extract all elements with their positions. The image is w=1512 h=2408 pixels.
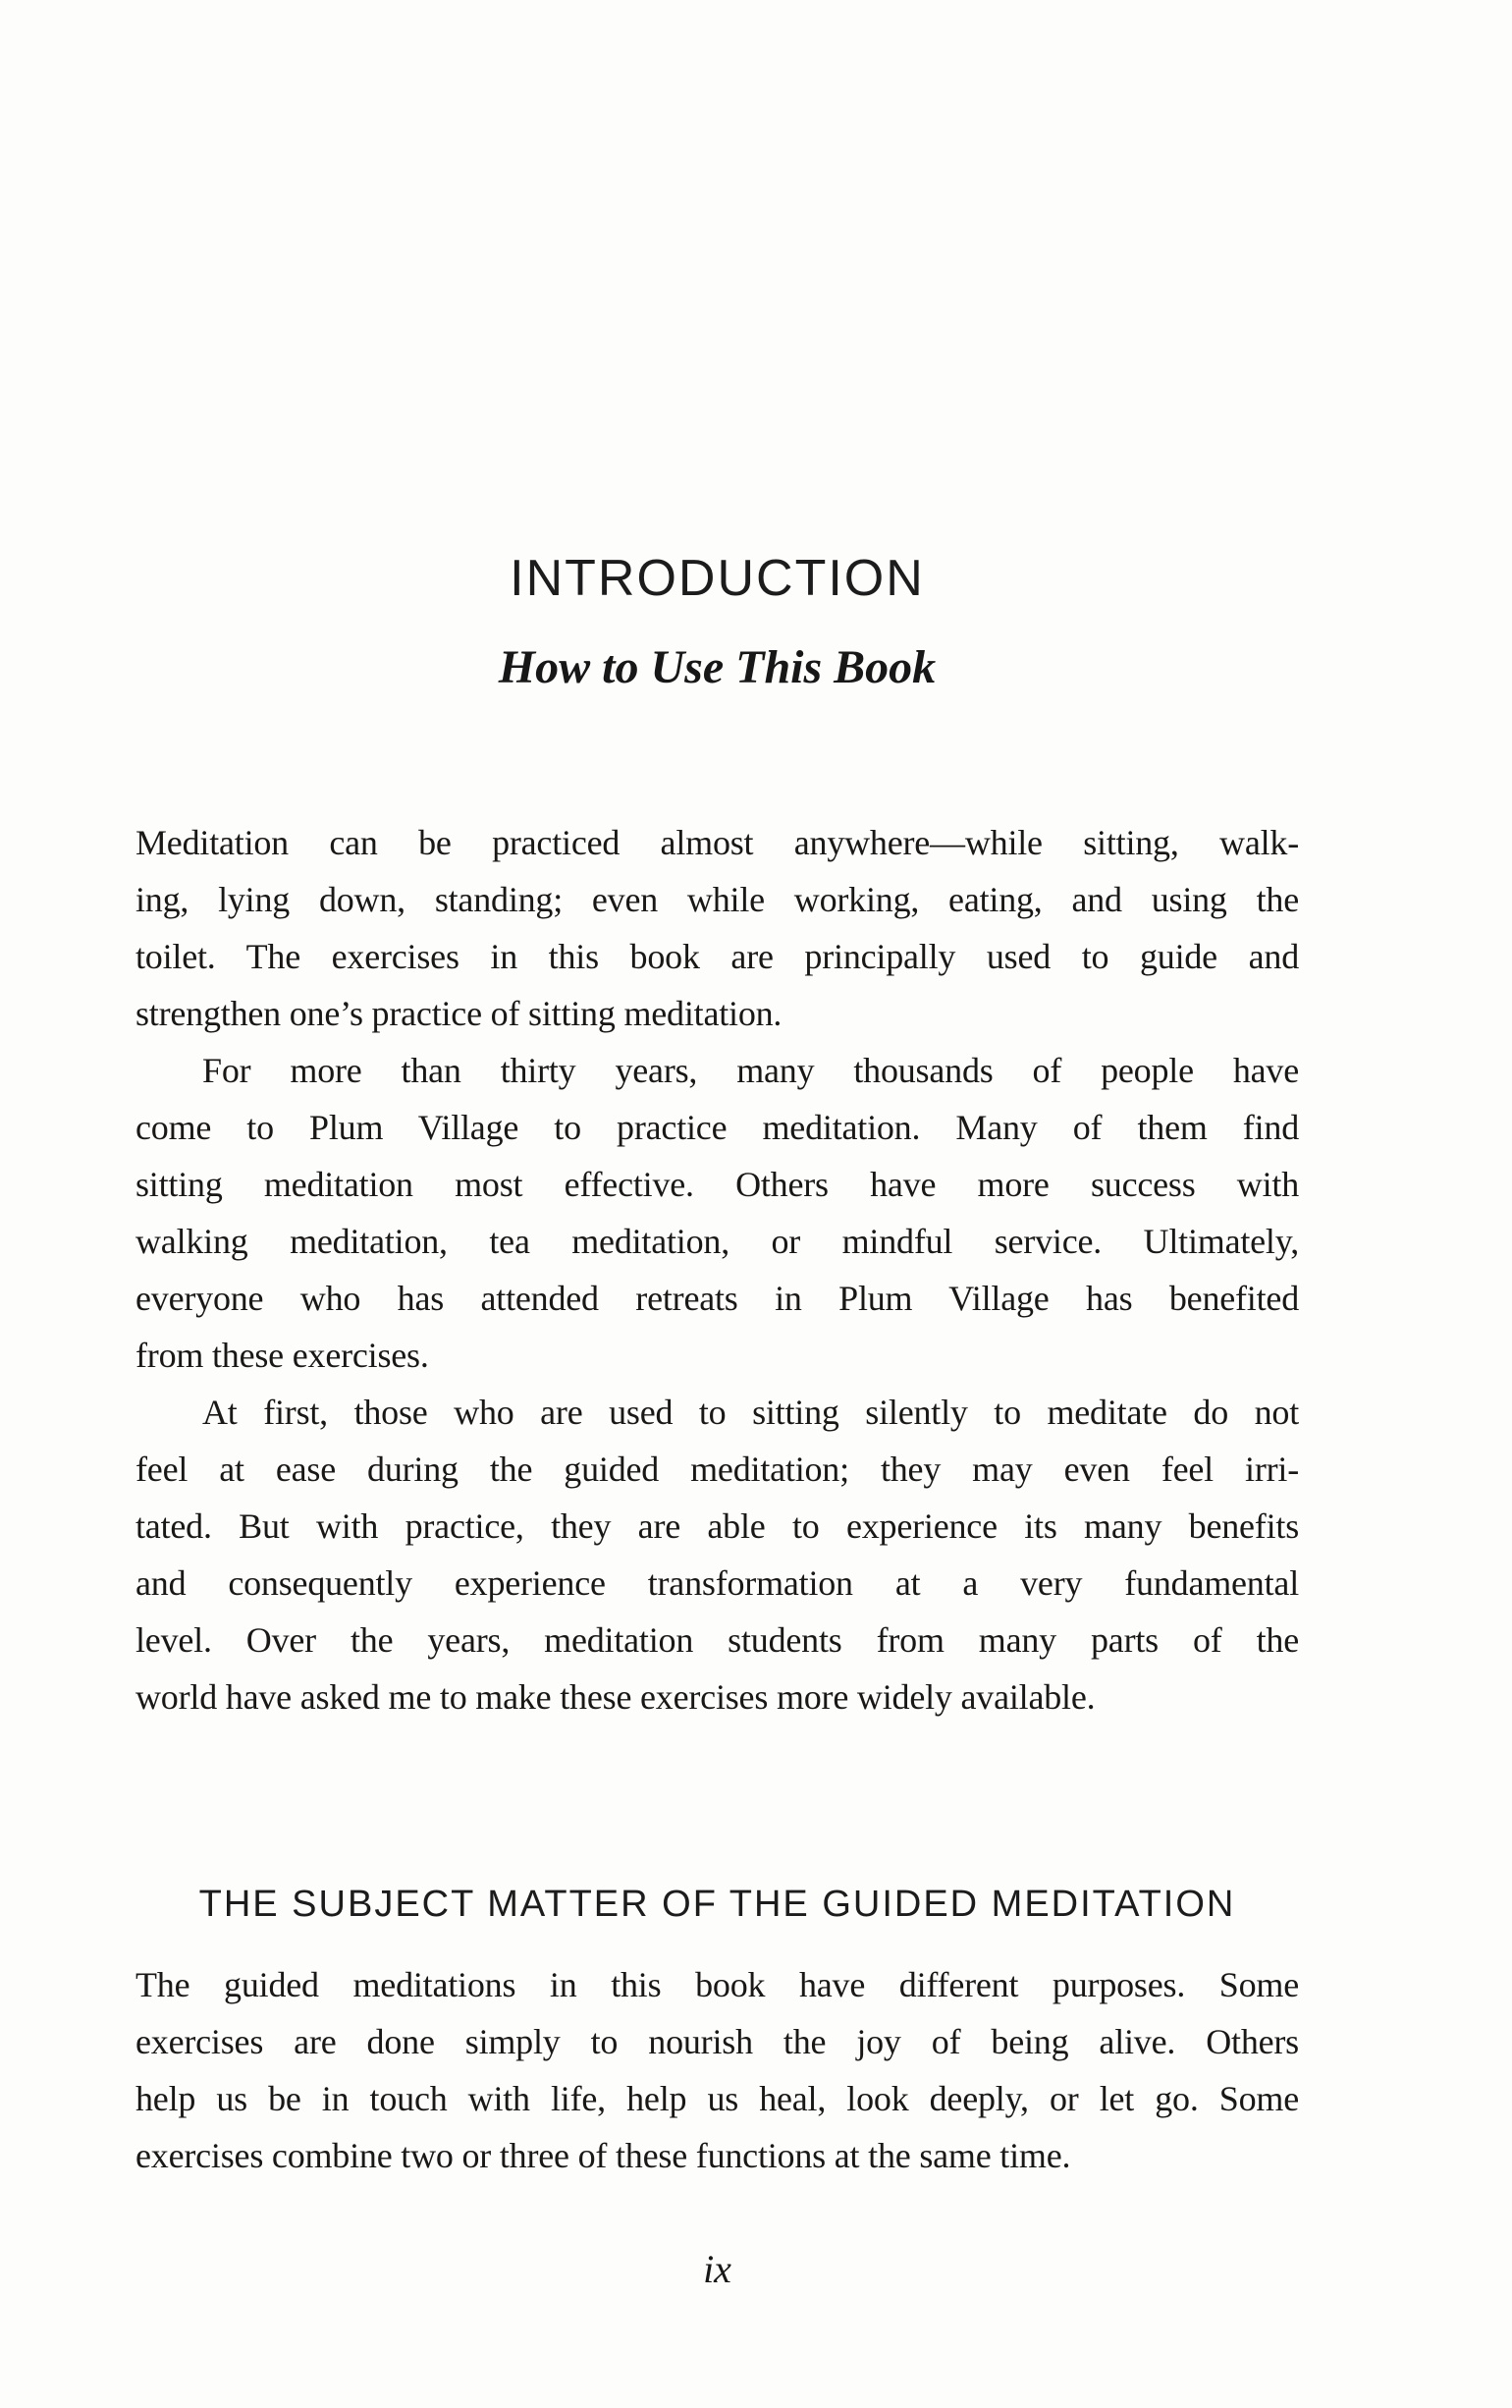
text-line: everyone who has attended retreats in Plum Village has benefited bbox=[135, 1279, 1299, 1318]
body-text-block-2 bbox=[135, 1956, 1299, 2184]
page-number: ix bbox=[703, 2247, 731, 2291]
text-line: Meditation can be practiced almost anywhere—while sitting, walk- bbox=[135, 823, 1299, 862]
text-line: At first, those who are used to sitting silently to meditate do not bbox=[202, 1393, 1299, 1432]
text-line: tated. But with practice, they are able to experience its many benefits bbox=[135, 1506, 1299, 1546]
text-line: ing, lying down, standing; even while working, eating, and using the bbox=[135, 880, 1299, 919]
text-line: walking meditation, tea meditation, or mindful service. Ultimately, bbox=[135, 1222, 1299, 1261]
text-line: world have asked me to make these exercises more widely available. bbox=[135, 1677, 1096, 1717]
body-text-block-1 bbox=[135, 814, 1299, 1725]
text-line: sitting meditation most effective. Others have more success with bbox=[135, 1165, 1299, 1204]
text-line: from these exercises. bbox=[135, 1336, 429, 1375]
text-line: and consequently experience transformation at a very fundamental bbox=[135, 1563, 1299, 1603]
section-heading: THE SUBJECT MATTER OF THE GUIDED MEDITATION bbox=[198, 1884, 1236, 1925]
text-line: exercises combine two or three of these functions at the same time. bbox=[135, 2136, 1071, 2175]
text-line: help us be in touch with life, help us heal, look deeply, or let go. Some bbox=[135, 2079, 1299, 2118]
text-line: toilet. The exercises in this book are principally used to guide and bbox=[135, 937, 1299, 976]
text-line: For more than thirty years, many thousands of people have bbox=[202, 1051, 1299, 1090]
text-line: exercises are done simply to nourish the joy of being alive. Others bbox=[135, 2022, 1299, 2061]
text-line: level. Over the years, meditation students from many parts of the bbox=[135, 1620, 1299, 1660]
text-line: strengthen one’s practice of sitting meditation. bbox=[135, 994, 783, 1033]
text-line: come to Plum Village to practice meditation. Many of them find bbox=[135, 1108, 1299, 1147]
text-line: The guided meditations in this book have different purposes. Some bbox=[135, 1965, 1299, 2004]
chapter-title: INTRODUCTION bbox=[510, 549, 925, 607]
text-line: feel at ease during the guided meditation; they may even feel irri- bbox=[135, 1450, 1299, 1489]
chapter-subtitle: How to Use This Book bbox=[498, 640, 937, 693]
